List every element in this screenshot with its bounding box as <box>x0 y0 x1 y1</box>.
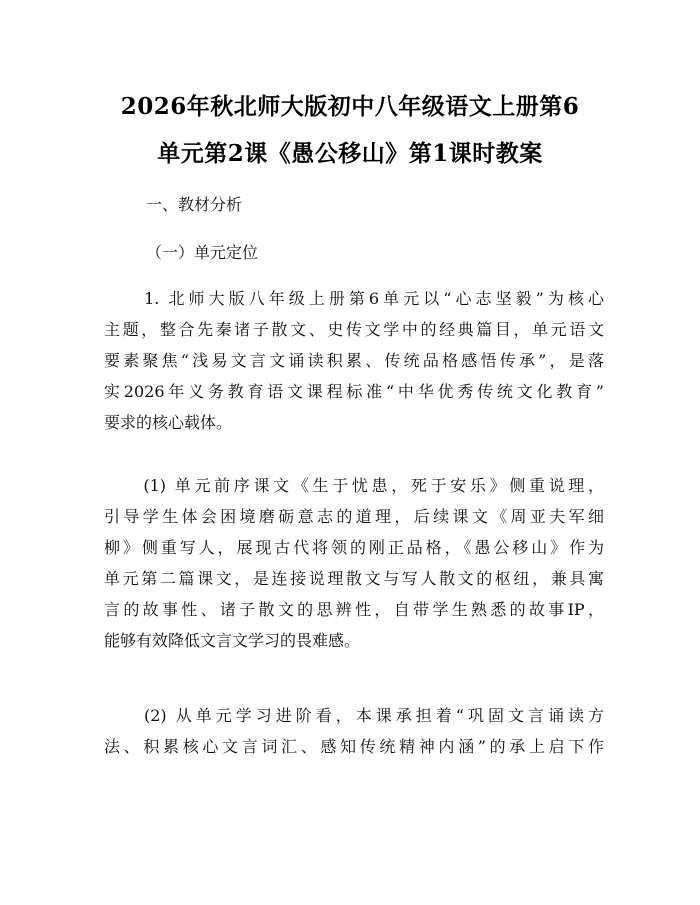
paragraph-line: 要素聚焦“浅易文言文诵读积累、传统品格感悟传承”，是落 <box>104 351 604 370</box>
paragraph-line: 柳》侧重写人，展现古代将领的刚正品格，《愚公移山》作为 <box>104 538 604 557</box>
paragraph-line: 1. 北师大版八年级上册第6单元以“心志坚毅”为核心 <box>104 289 604 308</box>
paragraph-line: 单元第二篇课文，是连接说理散文与写人散文的枢纽，兼具寓 <box>104 569 604 588</box>
document-title-line-1: 2026年秋北师大版初中八年级语文上册第6 <box>120 93 580 120</box>
paragraph-line: 能够有效降低文言文学习的畏难感。 <box>104 631 361 650</box>
paragraph-line: 主题，整合先秦诸子散文、史传文学中的经典篇目，单元语文 <box>104 320 604 339</box>
paragraph-line: 实2026年义务教育语文课程标准“中华优秀传统文化教育” <box>104 382 604 401</box>
subsection-heading: （一）单元定位 <box>146 243 259 262</box>
document-title-line-2: 单元第2课《愚公移山》第1课时教案 <box>157 140 543 167</box>
paragraph-line: 法、积累核心文言词汇、感知传统精神内涵”的承上启下作 <box>104 737 604 756</box>
paragraph-line: 言的故事性、诸子散文的思辨性，自带学生熟悉的故事IP， <box>104 600 604 619</box>
paragraph-3 <box>104 705 604 767</box>
paragraph-2 <box>104 475 604 661</box>
section-heading: 一、教材分析 <box>146 195 243 214</box>
paragraph-line: 引导学生体会困境磨砺意志的道理，后续课文《周亚夫军细 <box>104 507 604 526</box>
paragraph-line: (1) 单元前序课文《生于忧患，死于安乐》侧重说理， <box>104 476 604 495</box>
paragraph-line: 要求的核心载体。 <box>104 413 233 432</box>
paragraph-1 <box>104 288 604 443</box>
paragraph-line: (2) 从单元学习进阶看，本课承担着“巩固文言诵读方 <box>104 706 604 725</box>
